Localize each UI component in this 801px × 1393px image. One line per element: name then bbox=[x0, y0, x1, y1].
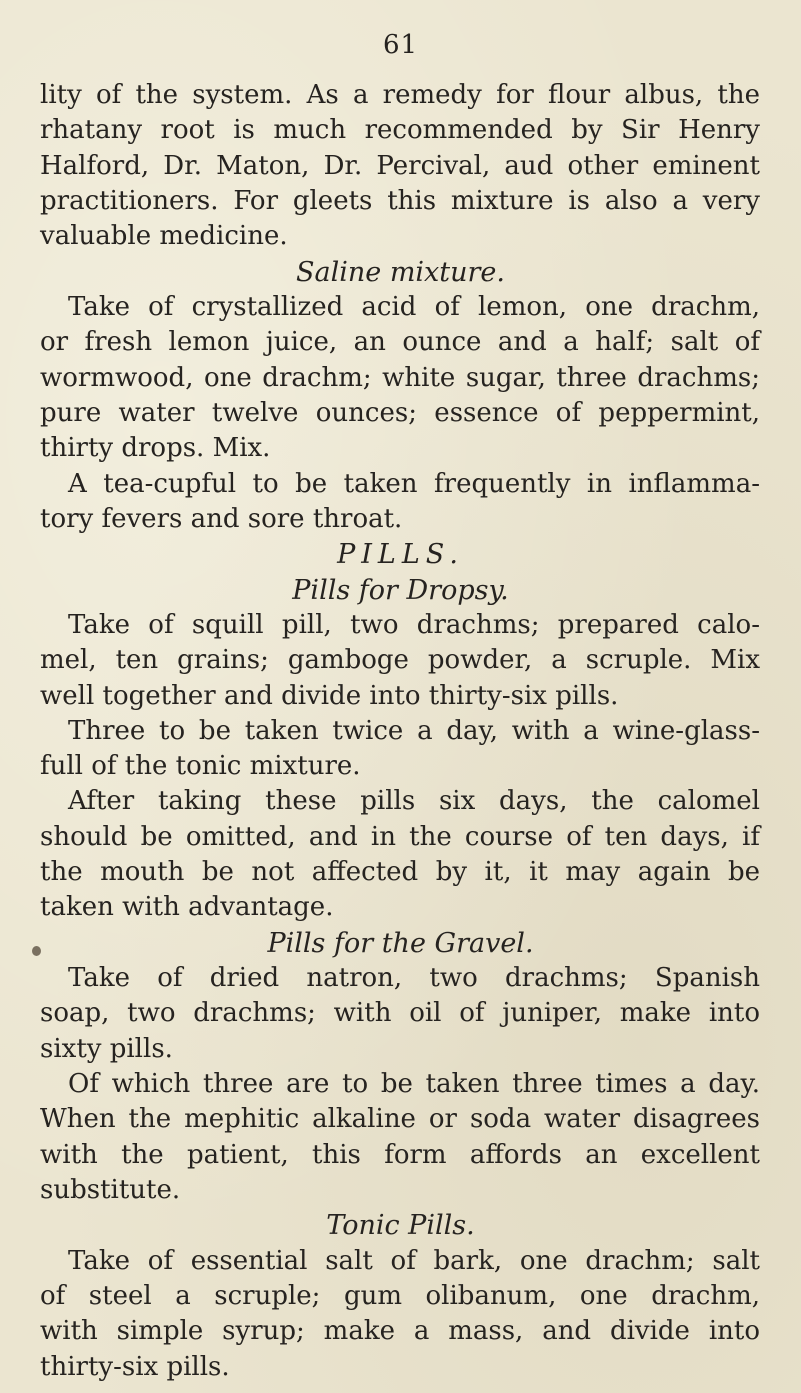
chapter-heading: PILLS. bbox=[337, 539, 464, 571]
text-line: valuable medicine. bbox=[40, 221, 288, 252]
section-heading: Tonic Pills. bbox=[326, 1210, 475, 1242]
text-line: Take of squill pill, two drachms; prepared calo- bbox=[68, 609, 760, 640]
text-line: rhatany root is much recommended by Sir Henry bbox=[40, 115, 760, 146]
text-line: pure water twelve ounces; essence of peppermint, bbox=[40, 397, 760, 428]
text-line: thirty drops. Mix. bbox=[40, 433, 271, 464]
page-number: 61 bbox=[382, 30, 419, 60]
text-line: the mouth be not affected by it, it may again be bbox=[40, 857, 760, 888]
text-line: Halford, Dr. Maton, Dr. Percival, aud other eminent bbox=[40, 150, 760, 181]
text-line: with the patient, this form affords an excellent bbox=[40, 1139, 760, 1170]
ink-speck bbox=[32, 946, 41, 956]
text-line: mel, ten grains; gamboge powder, a scruple. Mix bbox=[40, 645, 760, 676]
text-line: Take of dried natron, two drachms; Spanish bbox=[68, 963, 760, 994]
text-line: sixty pills. bbox=[40, 1033, 173, 1064]
section-heading: Pills for Dropsy. bbox=[292, 574, 509, 606]
section-heading: Saline mixture. bbox=[296, 256, 505, 288]
text-line: wormwood, one drachm; white sugar, three drachms; bbox=[40, 362, 760, 393]
text-line: When the mephitic alkaline or soda water disagrees bbox=[40, 1104, 760, 1135]
text-line: with simple syrup; make a mass, and divide into bbox=[40, 1316, 760, 1347]
text-line: should be omitted, and in the course of ten days, if bbox=[40, 821, 760, 852]
text-line: or fresh lemon juice, an ounce and a half; salt of bbox=[40, 327, 760, 358]
text-line: lity of the system. As a remedy for flour albus, the bbox=[40, 80, 760, 110]
text-line: taken with advantage. bbox=[40, 892, 334, 923]
text-line: soap, two drachms; with oil of juniper, make into bbox=[40, 998, 760, 1029]
text-line: Of which three are to be taken three times a day. bbox=[68, 1069, 760, 1100]
text-line: After taking these pills six days, the calomel bbox=[68, 786, 760, 817]
text-line: Take of essential salt of bark, one drachm; salt bbox=[68, 1245, 760, 1276]
text-line: A tea-cupful to be taken frequently in inflamma- bbox=[68, 468, 760, 499]
text-line: thirty-six pills. bbox=[40, 1351, 230, 1382]
text-line: substitute. bbox=[40, 1175, 181, 1206]
text-line: tory fevers and sore throat. bbox=[40, 503, 403, 534]
text-line: practitioners. For gleets this mixture is also a very bbox=[40, 185, 760, 216]
section-heading: Pills for the Gravel. bbox=[267, 927, 534, 959]
text-line: Take of crystallized acid of lemon, one drachm, bbox=[68, 291, 760, 322]
text-line: of steel a scruple; gum olibanum, one drachm, bbox=[40, 1281, 760, 1312]
text-line: well together and divide into thirty-six pills. bbox=[40, 680, 619, 711]
text-line: full of the tonic mixture. bbox=[40, 751, 361, 782]
text-line: Three to be taken twice a day, with a wine-glass- bbox=[68, 715, 760, 746]
